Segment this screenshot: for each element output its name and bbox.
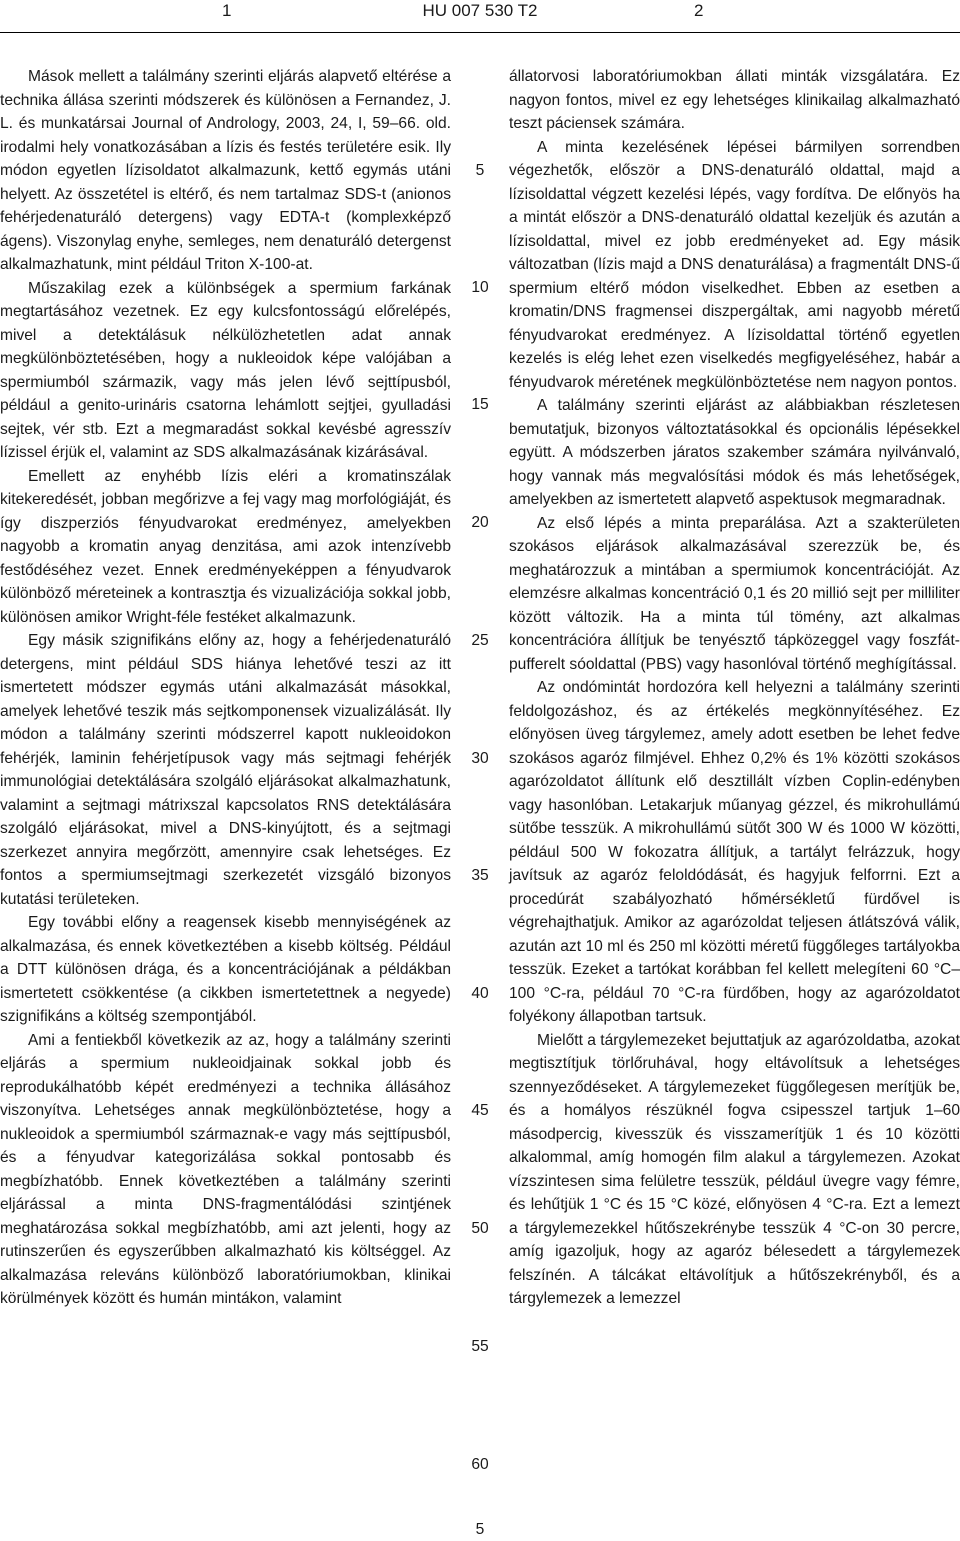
left-text-column <box>0 65 451 1311</box>
header-document-id: HU 007 530 T2 <box>422 1 538 20</box>
paragraph: Az ondómintát hordozóra kell helyezni a találmány szerinti feldolgozáshoz, és az értékelés megkönnyítéséhez. Ez előnyösen üveg tárgylemez, amely adott esetben be lehet fedve szokásos agaróz filmjével. Ehhez 0,2% és 1% közötti szokásos agarózoldatot állítunk elő desztillált vízben Coplin-edényben vagy hasonlóban. Letakarjuk műanyag gézzel, és mikrohullámú sütőbe tesszük. A mikrohullámú sütőt 300 W és 1000 W közötti, például 500 W fokozatra állítjuk, a tartályt felrázzuk, hogy javítsuk az agaróz feloldódását, és hagyjuk felforrni. Ezt a procedúrát szabályozható hőmérsékletű fürdővel is végrehajthatjuk. Amikor az agarózoldat teljesen átlátszóvá válik, azután azt 10 ml és 250 ml közötti méretű függőleges tartályokba tesszük. Ezeket a tartókat korábban fel kellett melegíteni 60 °C–100 °C-ra, például 70 °C-ra fürdőben, hogy az agarózoldatot folyékony állapotban tartsuk. <box>509 679 960 1025</box>
paragraph: Emellett az enyhébb lízis eléri a kromatinszálak kitekeredését, jobban megőrizve a fej vagy mag morfológiáját, és így diszperziós fényudvarokat eredményez, amelyekben nagyobb a kromatin anyag denzitása, ami azok intenzívebb festődéséhez vezet. Ennek eredményeképpen a fényudvarok különböző méreteinek a kontrasztja és vizualizációja sokkal jobb, különösen amikor Wright-féle festéket alkalmazunk. <box>0 467 451 626</box>
line-number: 30 <box>471 750 489 767</box>
line-number: 25 <box>471 632 489 649</box>
paragraph: Az első lépés a minta preparálása. Azt a szakterületen szokásos eljárások alkalmazásával szerezzük be, és meghatározzuk a mintában a spermiumok koncentrációját. Az elemzésre alkalmas koncentráció 0,1 és 20 millió sejt per milliliter között változik. Ha a minta túl tömény, azt alkalmas koncentrációra állítjuk be tenyésztő tápközeggel vagy foszfát-pufferelt sóoldattal (PBS) vagy hasonlóval történő meghígítással. <box>509 514 960 673</box>
line-number: 50 <box>471 1220 489 1237</box>
line-number: 15 <box>471 396 489 413</box>
paragraph: A találmány szerinti eljárást az alábbiakban részletesen bemutatjuk, bizonyos változtatásokkal és opcionális lépésekkel együtt. A módszerben járatos szakember számára nyilvánvaló, hogy vannak más megvalósítási módok és más lehetőségek, amelyekben az ismertetett alapvető aspektusok megmaradnak. <box>509 397 960 508</box>
paragraph: Ami a fentiekből következik az az, hogy a találmány szerinti eljárás a spermium nukleoidjainak sokkal jobb és reprodukálhatóbb képét eredményezi a technika állásához viszonyítva. Lehetséges annak megkülönböztetése, hogy a nukleoidok a spermiumból származnak-e vagy más sejttípusból, és a fényudvar kategorizálása sokkal pontosabb és megbízhatóbb. Ennek következtében a találmány szerinti eljárással a minta DNS-fragmentálódási szintjének meghatározása sokkal megbízhatóbb, ami azt jelenti, hogy az rutinszerűen és egyszerűbben alkalmazható kis költséggel. Az alkalmazása releváns különböző laboratóriumokban, klinikai körülmények között és humán mintákon, valamint <box>0 1031 451 1307</box>
paragraph: állatorvosi laboratóriumokban állati minták vizsgálatára. Ez nagyon fontos, mivel ez egy lehetséges klinikailag alkalmazható teszt páciensek számára. <box>509 68 960 132</box>
paragraph: Egy további előny a reagensek kisebb mennyiségének az alkalmazása, és ennek következtében a kisebb költség. Például a DTT különösen drága, és a koncentrációjának a példákban ismertetett csökkentése (a cikkben ismertetettnek a negyede) szignifikáns a költség szempontjából. <box>0 914 451 1025</box>
line-number: 40 <box>471 985 489 1002</box>
paragraph: Műszakilag ezek a különbségek a spermium farkának megtartásához vezetnek. Ez egy kulcsfontosságú előrelépés, mivel a detektálásuk nélkülözhetetlen adat annak megkülönböztetésében, hogy a nukleoidok képe valójában a spermiumból származik, vagy más jelen lévő sejttípusból, például a genito-urináris csatorna lehámlott sejtjei, gyulladási sejtek, vér stb. Ezt a megmaradást sokkal kevésbé agresszív lízissel érjük el, valamint az SDS alkalmazásának kizárásával. <box>0 279 451 461</box>
paragraph: Mielőtt a tárgylemezeket bejuttatjuk az agarózoldatba, azokat megtisztítjuk törlőruhával, hogy eltávolítsuk a lehetséges szennyeződéseket. A tárgylemezeket függőlegesen merítjük be, és a homályos részüknél fogva csipesszel tartjuk 1–60 másodpercig, kivesszük és visszamerítjük 1 és 10 közötti alkalommal, amíg homogén film alakul a tárgylemezen. Azokat vízszintesen sima felületre tesszük, például üvegre vagy fémre, és lehűtjük 1 °C és 15 °C közé, előnyösen 4 °C-ra. Ezt a lemezt a tárgylemezekkel hűtőszekrénybe tesszük 4 °C-on 30 percre, amíg igazoljuk, hogy az agaróz bélesedett a tárgylemezek felszínén. A tálcákat eltávolítjuk a hűtőszekrényből, és a tárgylemezek a lemezzel <box>509 1031 960 1307</box>
line-number: 20 <box>471 514 489 531</box>
line-number: 5 <box>475 162 485 179</box>
line-number: 55 <box>471 1338 489 1355</box>
paragraph: Egy másik szignifikáns előny az, hogy a fehérjedenaturáló detergens, mint például SDS hiánya lehetővé teszi az itt ismertetett módszer egymás utáni alkalmazását másokkal, amelyek lehetővé teszik más sejtkomponensek vizualizálását. Ily módon a találmány szerinti módszerrel kapott nukleoidokon fehérjék, laminin fehérjetípusok vagy más sejtmagi fehérjék immunológiai detektálására szolgáló eljárásokat alkalmazhatunk, valamint a sejtmagi mátrixszal kapcsolatos RNS detektálására szolgáló eljárásokat, mivel a DNS-kinyújtott, és a sejtmagi szerkezet annyira megőrzött, amennyire csak lehetséges. Ez fontos a spermiumsejtmagi szerkezetét vizsgáló bizonyos kutatási területeken. <box>0 632 451 908</box>
right-text-column <box>509 65 960 1311</box>
line-number: 10 <box>471 279 489 296</box>
paragraph: Mások mellett a találmány szerinti eljárás alapvető eltérése a technika állása szerinti módszerek és különösen a Fernandez, J. L. és munkatársai Journal of Andrology, 2003, 24, I, 59–66. old. irodalmi hely vonatkozásában a lízis és festés területére esik. Ily módon egyetlen lízisoldatot alkalmazunk, kettő egymás utáni helyett. Az összetétel is eltérő, és nem tartalmaz SDS-t (anionos fehérjedenaturáló detergens) vagy EDTA-t (komplexképző ágens). Viszonylag enyhe, semleges, nem denaturáló detergenst alkalmazhatunk, mint például Triton X-100-at. <box>0 68 451 273</box>
header-left-page-number: 1 <box>222 1 232 20</box>
line-number: 45 <box>471 1102 489 1119</box>
header-right-page-number: 2 <box>694 1 704 20</box>
paragraph: A minta kezelésének lépései bármilyen sorrendben végezhetők, először a DNS-denaturáló oldattal, majd a lízisoldattal végzett kezelési lépés, vagy fordítva. De előnyös ha a mintát először a DNS-denaturáló oldattal kezeljük és azután a lízisoldattal, mivel ez jobb eredményeket ad. Egy másik változatban (lízis majd a DNS denaturálása) a fragmentált DNS-ű spermium eltérő módon viselkedhet. Ebben az esetben a kromatin/DNS fragmensei diszpergáltak, ami nagyobb méretű fényudvarokat eredményez. A lízisoldattal történő egyetlen kezelés is elég lehet ezen viselkedés megfigyeléséhez, habár a fényudvarok méretének megkülönböztetése nem nagyon pontos. <box>509 138 960 391</box>
line-number: 35 <box>471 867 489 884</box>
header-rule <box>0 32 960 33</box>
line-number: 60 <box>471 1456 489 1473</box>
footer-page-number: 5 <box>475 1521 485 1538</box>
